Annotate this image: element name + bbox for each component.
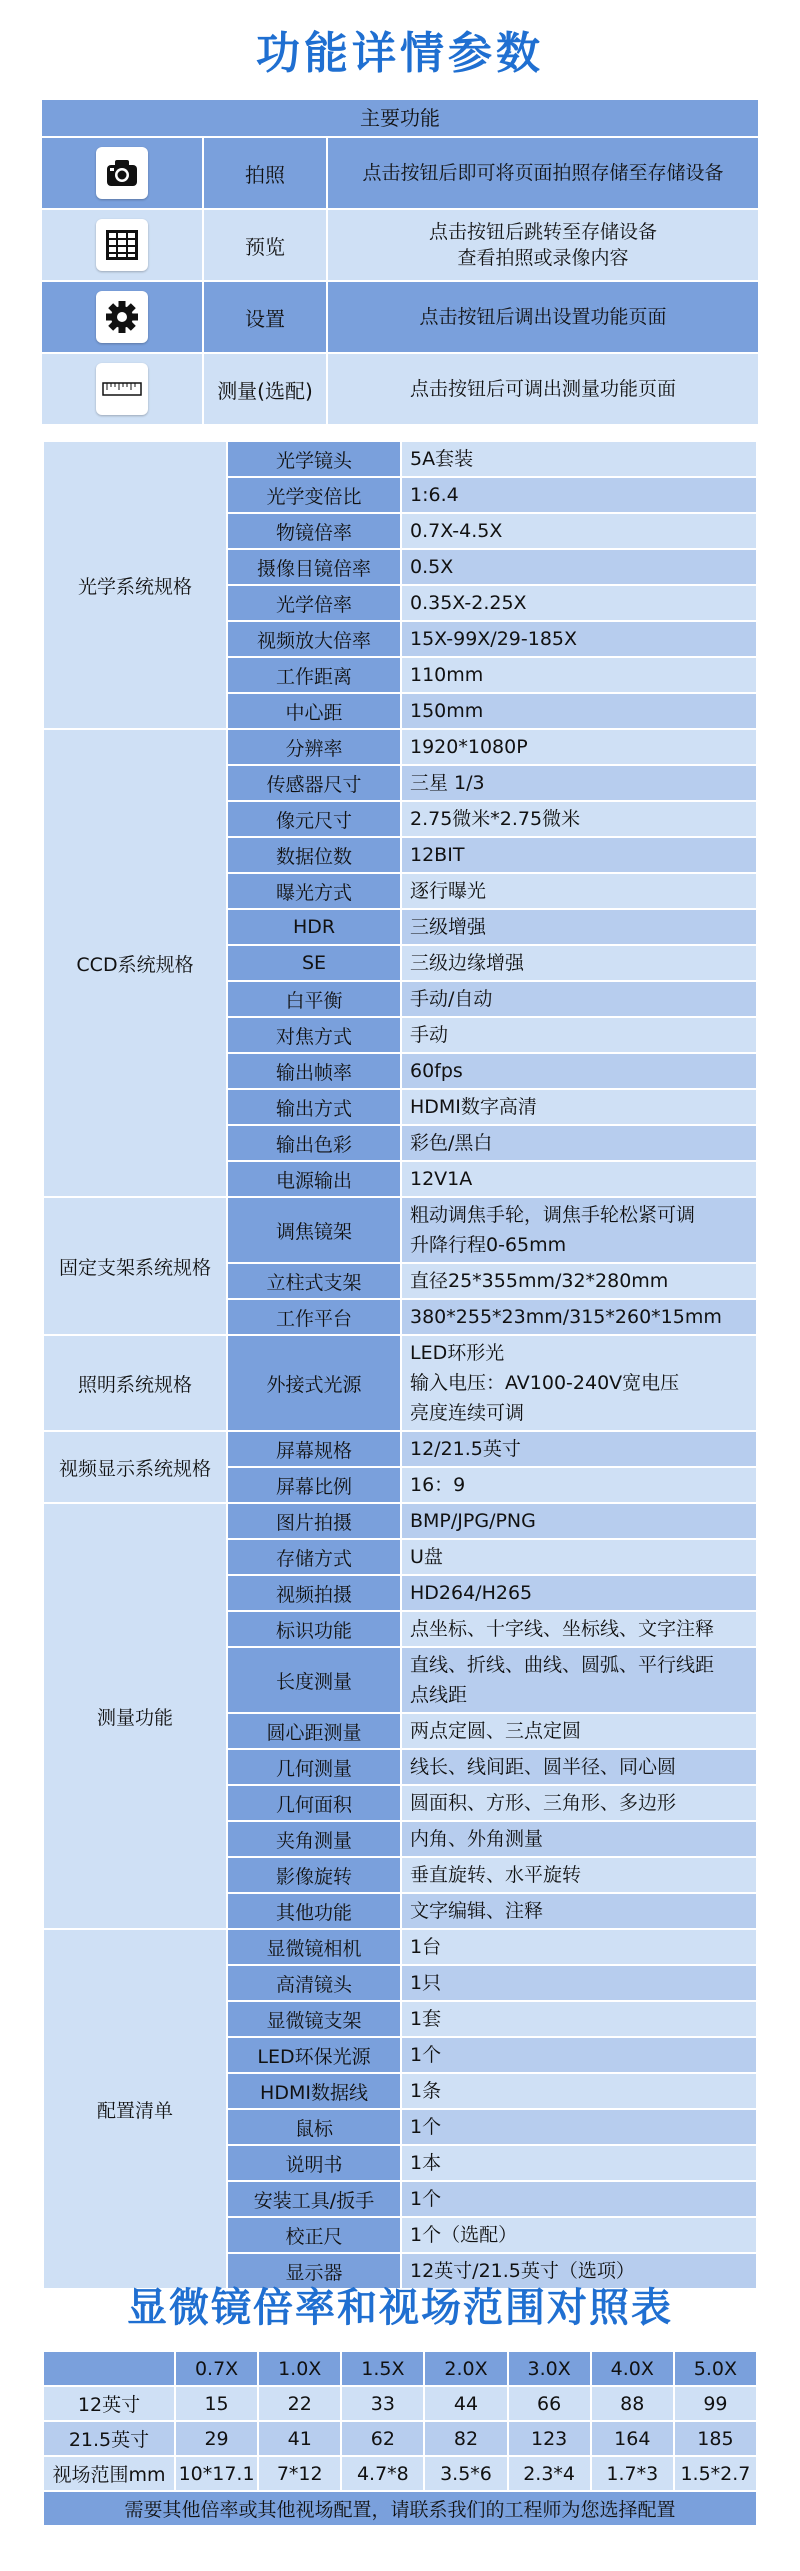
spec-value: 内角、外角测量 [401, 1821, 757, 1857]
spec-key: 摄像目镜倍率 [227, 549, 401, 585]
spec-value: 12/21.5英寸 [401, 1431, 757, 1467]
function-description: 点击按钮后即可将页面拍照存储至存储设备 [326, 138, 758, 208]
spec-key: 数据位数 [227, 837, 401, 873]
fov-cell: 10*17.1 [175, 2456, 258, 2491]
spec-key: 对焦方式 [227, 1017, 401, 1053]
spec-value: 三级增强 [401, 909, 757, 945]
spec-value: 彩色/黑白 [401, 1125, 757, 1161]
spec-value: 12BIT [401, 837, 757, 873]
spec-key: SE [227, 945, 401, 981]
spec-key: 校正尺 [227, 2217, 401, 2253]
spec-value: 2.75微米*2.75微米 [401, 801, 757, 837]
spec-value: 380*255*23mm/315*260*15mm [401, 1299, 757, 1335]
fov-cell: 88 [591, 2386, 674, 2421]
spec-row [43, 1335, 757, 1431]
spec-value: 1条 [401, 2073, 757, 2109]
spec-key: HDR [227, 909, 401, 945]
fov-cell: 1.5*2.7 [674, 2456, 757, 2491]
spec-value: 1台 [401, 1929, 757, 1965]
spec-value: 1本 [401, 2145, 757, 2181]
function-name: 测量(选配) [202, 354, 326, 424]
fov-cell: 1.7*3 [591, 2456, 674, 2491]
spec-value: 三星 1/3 [401, 765, 757, 801]
fov-note: 需要其他倍率或其他视场配置，请联系我们的工程师为您选择配置 [43, 2491, 757, 2526]
function-name: 拍照 [202, 138, 326, 208]
spec-value: 5A套装 [401, 441, 757, 477]
spec-key: 白平衡 [227, 981, 401, 1017]
fov-cell: 29 [175, 2421, 258, 2456]
spec-row [43, 729, 757, 765]
spec-category: 视频显示系统规格 [43, 1431, 227, 1503]
function-description: 点击按钮后跳转至存储设备 查看拍照或录像内容 [326, 210, 758, 280]
spec-value: 线长、线间距、圆半径、同心圆 [401, 1749, 757, 1785]
spec-key: 调焦镜架 [227, 1197, 401, 1263]
spec-value: 直径25*355mm/32*280mm [401, 1263, 757, 1299]
fov-cell: 44 [424, 2386, 507, 2421]
spec-key: 分辨率 [227, 729, 401, 765]
spec-key: 工作距离 [227, 657, 401, 693]
spec-category: 测量功能 [43, 1503, 227, 1929]
spec-key: 物镜倍率 [227, 513, 401, 549]
fov-table [42, 2350, 758, 2527]
fov-header-cell [43, 2351, 175, 2386]
spec-key: 屏幕比例 [227, 1467, 401, 1503]
fov-cell: 66 [508, 2386, 591, 2421]
spec-value: HDMI数字高清 [401, 1089, 757, 1125]
function-icon-cell [42, 210, 202, 280]
spec-value: HD264/H265 [401, 1575, 757, 1611]
spec-key: 外接式光源 [227, 1335, 401, 1431]
spec-key: 视频拍摄 [227, 1575, 401, 1611]
camera-icon[interactable] [96, 147, 148, 199]
spec-row [43, 441, 757, 477]
fov-header-cell: 1.5X [341, 2351, 424, 2386]
fov-cell: 3.5*6 [424, 2456, 507, 2491]
spec-key: 高清镜头 [227, 1965, 401, 2001]
function-icon-cell [42, 354, 202, 424]
gear-icon[interactable] [96, 291, 148, 343]
spec-key: 光学变倍比 [227, 477, 401, 513]
main-functions-header: 主要功能 [42, 100, 758, 136]
function-icon-cell [42, 138, 202, 208]
spec-value: 圆面积、方形、三角形、多边形 [401, 1785, 757, 1821]
spec-key: LED环保光源 [227, 2037, 401, 2073]
spec-key: 圆心距测量 [227, 1713, 401, 1749]
spec-value: 16：9 [401, 1467, 757, 1503]
spec-key: 长度测量 [227, 1647, 401, 1713]
spec-key: 安装工具/扳手 [227, 2181, 401, 2217]
spec-key: 光学倍率 [227, 585, 401, 621]
spec-value: 150mm [401, 693, 757, 729]
function-row [42, 208, 758, 280]
function-icon-cell [42, 282, 202, 352]
fov-header-cell: 1.0X [258, 2351, 341, 2386]
fov-cell: 7*12 [258, 2456, 341, 2491]
spec-key: 曝光方式 [227, 873, 401, 909]
spec-row [43, 1431, 757, 1467]
spec-key: 电源输出 [227, 1161, 401, 1197]
fov-header-cell: 3.0X [508, 2351, 591, 2386]
function-description: 点击按钮后调出设置功能页面 [326, 282, 758, 352]
fov-header-cell: 0.7X [175, 2351, 258, 2386]
spec-key: 视频放大倍率 [227, 621, 401, 657]
fov-row [43, 2386, 757, 2421]
spec-category: 配置清单 [43, 1929, 227, 2289]
fov-cell: 21.5英寸 [43, 2421, 175, 2456]
page-title: 功能详情参数 [256, 28, 544, 79]
spec-value: 12V1A [401, 1161, 757, 1197]
fov-row [43, 2421, 757, 2456]
function-row [42, 280, 758, 352]
spec-category: 照明系统规格 [43, 1335, 227, 1431]
fov-cell: 15 [175, 2386, 258, 2421]
spec-key: 屏幕规格 [227, 1431, 401, 1467]
spec-key: 影像旋转 [227, 1857, 401, 1893]
fov-cell: 33 [341, 2386, 424, 2421]
spec-key: 像元尺寸 [227, 801, 401, 837]
spec-key: 中心距 [227, 693, 401, 729]
spec-value: 两点定圆、三点定圆 [401, 1713, 757, 1749]
spec-key: 显示器 [227, 2253, 401, 2289]
spec-value: 1个 [401, 2037, 757, 2073]
spec-key: 输出色彩 [227, 1125, 401, 1161]
spec-key: 说明书 [227, 2145, 401, 2181]
spec-value: 粗动调焦手轮，调焦手轮松紧可调 升降行程0-65mm [401, 1197, 757, 1263]
spec-key: 输出帧率 [227, 1053, 401, 1089]
spec-row [43, 1929, 757, 1965]
fov-header-cell: 4.0X [591, 2351, 674, 2386]
ruler-icon[interactable] [96, 363, 148, 415]
fov-cell: 22 [258, 2386, 341, 2421]
spec-key: 图片拍摄 [227, 1503, 401, 1539]
spec-key: 立柱式支架 [227, 1263, 401, 1299]
function-description: 点击按钮后可调出测量功能页面 [326, 354, 758, 424]
spec-value: 1920*1080P [401, 729, 757, 765]
spec-value: 0.7X-4.5X [401, 513, 757, 549]
fov-cell: 164 [591, 2421, 674, 2456]
spec-key: 几何测量 [227, 1749, 401, 1785]
spec-value: BMP/JPG/PNG [401, 1503, 757, 1539]
spec-key: 其他功能 [227, 1893, 401, 1929]
spec-key: HDMI数据线 [227, 2073, 401, 2109]
spec-row [43, 1197, 757, 1263]
spec-value: 0.5X [401, 549, 757, 585]
function-row [42, 136, 758, 208]
fov-header-cell: 2.0X [424, 2351, 507, 2386]
spec-key: 几何面积 [227, 1785, 401, 1821]
spec-key: 输出方式 [227, 1089, 401, 1125]
spec-key: 鼠标 [227, 2109, 401, 2145]
spec-value: 1:6.4 [401, 477, 757, 513]
spec-key: 光学镜头 [227, 441, 401, 477]
fov-row [43, 2456, 757, 2491]
spec-key: 传感器尺寸 [227, 765, 401, 801]
spec-value: 0.35X-2.25X [401, 585, 757, 621]
spec-category: 光学系统规格 [43, 441, 227, 729]
spec-key: 显微镜支架 [227, 2001, 401, 2037]
spec-value: 110mm [401, 657, 757, 693]
spec-value: 文字编辑、注释 [401, 1893, 757, 1929]
spec-value: 1个 [401, 2181, 757, 2217]
spec-key: 工作平台 [227, 1299, 401, 1335]
spec-value: 三级边缘增强 [401, 945, 757, 981]
spec-value: 60fps [401, 1053, 757, 1089]
fov-cell: 12英寸 [43, 2386, 175, 2421]
spec-value: 1个（选配） [401, 2217, 757, 2253]
fov-cell: 99 [674, 2386, 757, 2421]
spec-value: 手动 [401, 1017, 757, 1053]
grid-icon[interactable] [96, 219, 148, 271]
spec-value: 12英寸/21.5英寸（选项） [401, 2253, 757, 2289]
fov-title: 显微镜倍率和视场范围对照表 [127, 2285, 673, 2331]
spec-value: 1个 [401, 2109, 757, 2145]
spec-row [43, 1503, 757, 1539]
fov-cell: 123 [508, 2421, 591, 2456]
fov-cell: 41 [258, 2421, 341, 2456]
spec-table [42, 440, 758, 2290]
spec-value: 逐行曝光 [401, 873, 757, 909]
spec-value: LED环形光 输入电压：AV100-240V宽电压 亮度连续可调 [401, 1335, 757, 1431]
fov-cell: 185 [674, 2421, 757, 2456]
spec-key: 夹角测量 [227, 1821, 401, 1857]
fov-note-row [43, 2491, 757, 2526]
fov-cell: 2.3*4 [508, 2456, 591, 2491]
spec-value: 直线、折线、曲线、圆弧、平行线距 点线距 [401, 1647, 757, 1713]
function-name: 预览 [202, 210, 326, 280]
spec-value: 手动/自动 [401, 981, 757, 1017]
spec-value: U盘 [401, 1539, 757, 1575]
spec-key: 显微镜相机 [227, 1929, 401, 1965]
spec-key: 标识功能 [227, 1611, 401, 1647]
spec-value: 垂直旋转、水平旋转 [401, 1857, 757, 1893]
fov-cell: 4.7*8 [341, 2456, 424, 2491]
spec-value: 1套 [401, 2001, 757, 2037]
spec-value: 1只 [401, 1965, 757, 2001]
fov-header-row [43, 2351, 757, 2386]
spec-key: 存储方式 [227, 1539, 401, 1575]
spec-value: 点坐标、十字线、坐标线、文字注释 [401, 1611, 757, 1647]
spec-category: 固定支架系统规格 [43, 1197, 227, 1335]
function-row [42, 352, 758, 424]
function-name: 设置 [202, 282, 326, 352]
fov-cell: 82 [424, 2421, 507, 2456]
fov-cell: 62 [341, 2421, 424, 2456]
spec-category: CCD系统规格 [43, 729, 227, 1197]
fov-header-cell: 5.0X [674, 2351, 757, 2386]
main-functions-table [42, 100, 758, 424]
spec-value: 15X-99X/29-185X [401, 621, 757, 657]
fov-cell: 视场范围mm [43, 2456, 175, 2491]
